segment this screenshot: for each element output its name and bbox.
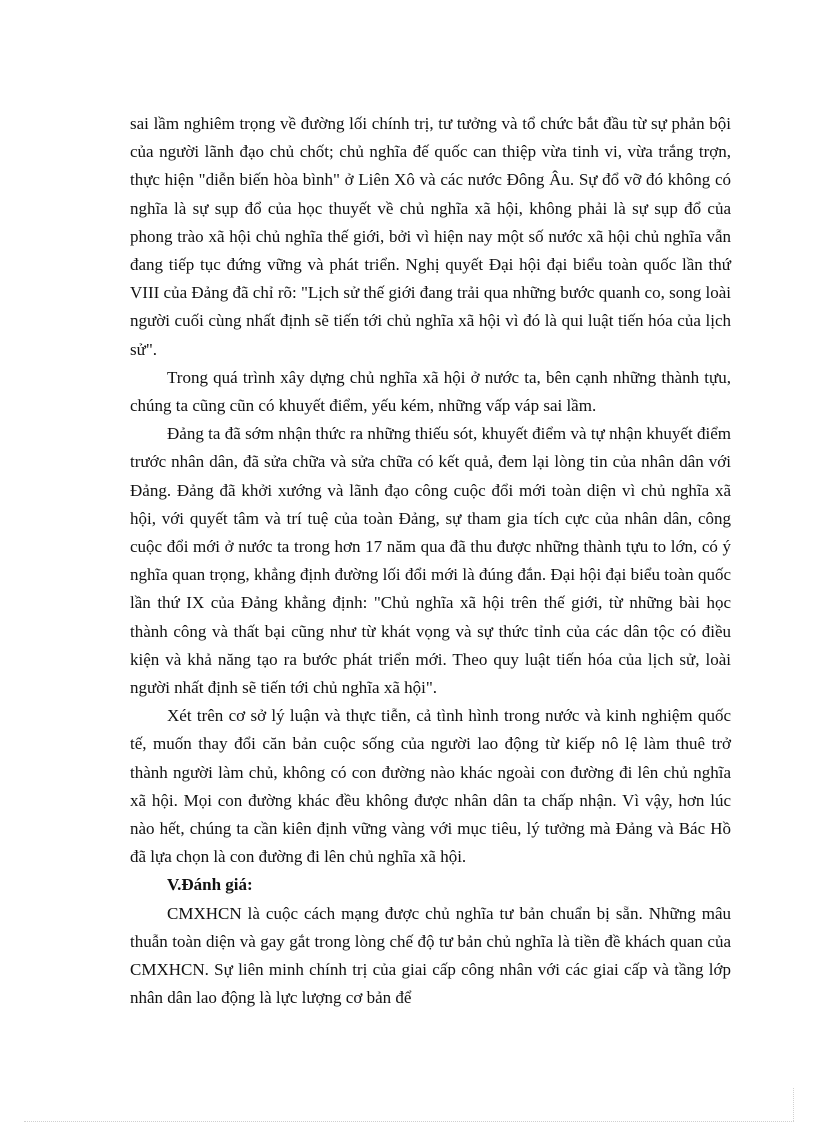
section-heading-evaluation: V.Đánh giá: <box>167 875 253 895</box>
body-text <box>130 110 731 1013</box>
paragraph-continuation: sai lầm nghiêm trọng về đường lối chính trị, tư tưởng và tổ chức bắt đầu từ sự phản bội của người lãnh đạo chủ chốt; chủ nghĩa đế quốc can thiệp vừa tinh vi, vừa trắng trợn, thực hiện "diễn biến hòa bình" ở Liên Xô và các nước Đông Âu. Sự đổ vỡ đó không có nghĩa là sự sụp đổ của học thuyết về chủ nghĩa xã hội, không phải là sự sụp đổ của phong trào xã hội chủ nghĩa thế giới, bởi vì hiện nay một số nước xã hội chủ nghĩa vẫn đang tiếp tục đứng vững và phát triển. Nghị quyết Đại hội đại biểu toàn quốc lần thứ VIII của Đảng đã chỉ rõ: "Lịch sử thế giới đang trải qua những bước quanh co, song loài người cuối cùng nhất định sẽ tiến tới chủ nghĩa xã hội vì đó là qui luật tiến hóa của lịch sử". <box>130 114 731 359</box>
paragraph-renovation: Đảng ta đã sớm nhận thức ra những thiếu sót, khuyết điểm và tự nhận khuyết điểm trước nhân dân, đã sửa chữa và sửa chữa có kết quả, đem lại lòng tin của nhân dân với Đảng. Đảng đã khởi xướng và lãnh đạo công cuộc đổi mới toàn diện vì chủ nghĩa xã hội, với quyết tâm và trí tuệ của toàn Đảng, sự tham gia tích cực của nhân dân, công cuộc đổi mới ở nước ta trong hơn 17 năm qua đã thu được những thành tựu to lớn, có ý nghĩa quan trọng, khẳng định đường lối đổi mới là đúng đắn. Đại hội đại biểu toàn quốc lần thứ IX của Đảng khẳng định: "Chủ nghĩa xã hội trên thế giới, từ những bài học thành công và thất bại cũng như từ khát vọng và sự thức tỉnh của các dân tộc có điều kiện và khả năng tạo ra bước phát triển mới. Theo quy luật tiến hóa của lịch sử, loài người nhất định sẽ tiến tới chủ nghĩa xã hội". <box>130 424 731 698</box>
paragraph-conclusion: Xét trên cơ sở lý luận và thực tiễn, cả tình hình trong nước và kinh nghiệm quốc tế, muốn thay đổi căn bản cuộc sống của người lao động từ kiếp nô lệ làm thuê trở thành người làm chủ, không có con đường nào khác ngoài con đường đi lên chủ nghĩa xã hội. Mọi con đường khác đều không được nhân dân ta chấp nhận. Vì vậy, hơn lúc nào hết, chúng ta cần kiên định vững vàng với mục tiêu, lý tưởng mà Đảng và Bác Hồ đã lựa chọn là con đường đi lên chủ nghĩa xã hội. <box>130 706 731 867</box>
page-bottom-dotted-rule <box>24 1121 794 1122</box>
page-corner-dotted-rule <box>793 1088 794 1121</box>
paragraph-evaluation: CMXHCN là cuộc cách mạng được chủ nghĩa tư bản chuẩn bị sẵn. Những mâu thuẫn toàn diện và gay gắt trong lòng chế độ tư bản chủ nghĩa là tiền đề khách quan của CMXHCN. Sự liên minh chính trị của giai cấp công nhân với các giai cấp và tầng lớp nhân dân lao động là lực lượng cơ bản để <box>130 903 731 1008</box>
paragraph-achievements: Trong quá trình xây dựng chủ nghĩa xã hội ở nước ta, bên cạnh những thành tựu, chúng ta cũng cũn có khuyết điểm, yếu kém, những vấp váp sai lầm. <box>130 367 731 416</box>
